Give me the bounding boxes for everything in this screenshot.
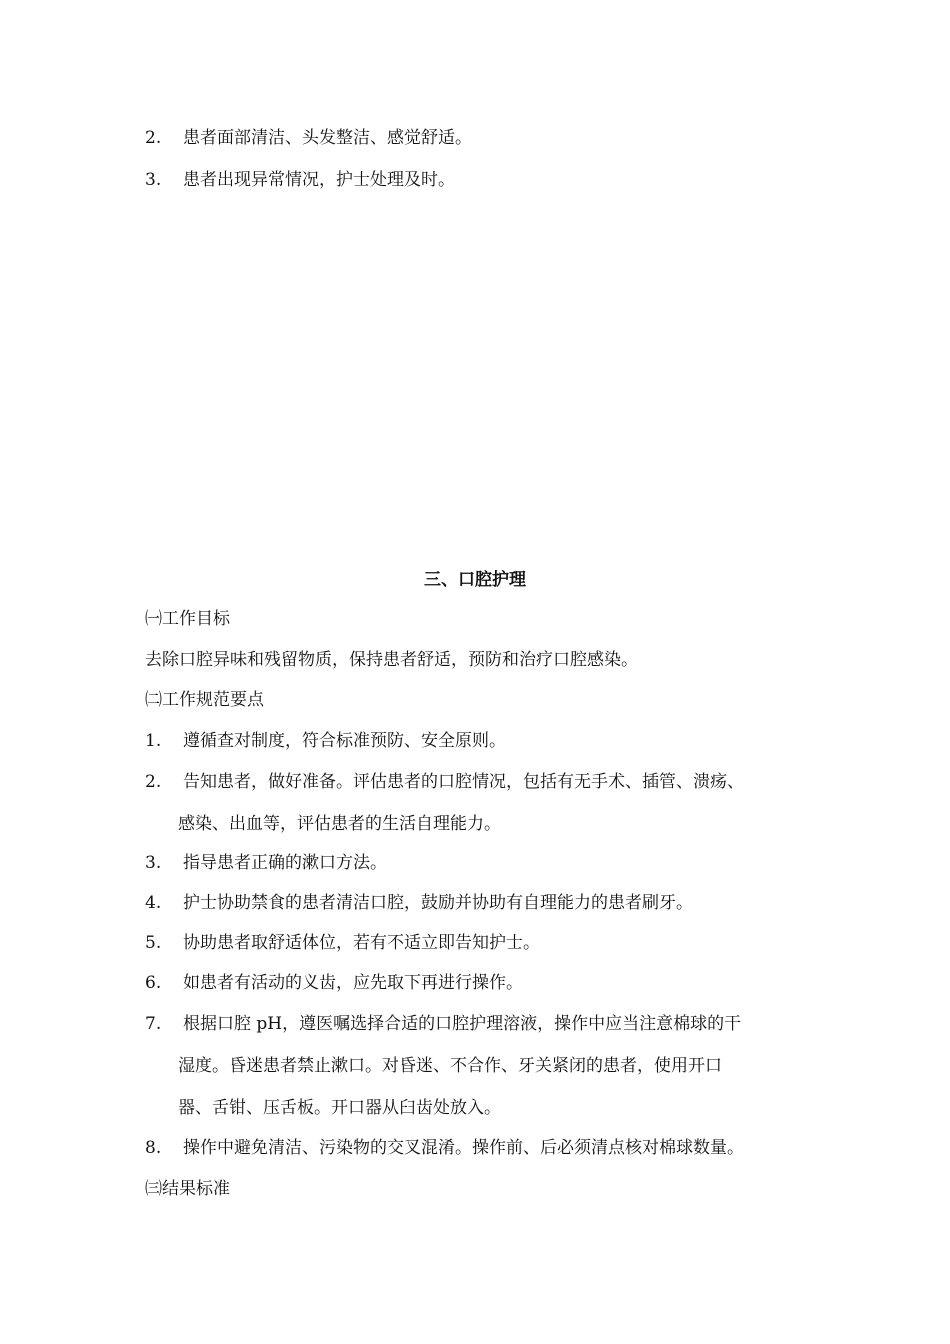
- result-heading: ㈢结果标准: [145, 1179, 230, 1199]
- item-text: 指导患者正确的漱口方法。: [183, 853, 387, 873]
- item-text: 护士协助禁食的患者清洁口腔，鼓励并协助有自理能力的患者刷牙。: [183, 893, 693, 913]
- item-text: 告知患者，做好准备。评估患者的口腔情况，包括有无手术、插管、溃疡、: [183, 772, 744, 792]
- item-text: 遵循查对制度，符合标准预防、安全原则。: [183, 731, 506, 751]
- item-text: 湿度。昏迷患者禁止漱口。对昏迷、不合作、牙关紧闭的患者，使用开口: [178, 1056, 722, 1076]
- goal-text: 去除口腔异味和残留物质，保持患者舒适，预防和治疗口腔感染。: [145, 650, 638, 670]
- section-title: 三、口腔护理: [424, 570, 526, 590]
- item-text: 如患者有活动的义齿，应先取下再进行操作。: [183, 973, 523, 993]
- item-number: 4.: [145, 893, 162, 913]
- goal-heading: ㈠工作目标: [145, 609, 230, 629]
- item-text: 患者面部清洁、头发整洁、感觉舒适。: [183, 128, 472, 148]
- item-number: 7.: [145, 1014, 162, 1034]
- item-number: 8.: [145, 1138, 162, 1158]
- item-number: 2.: [145, 128, 162, 148]
- item-number: 6.: [145, 973, 162, 993]
- item-text: 感染、出血等，评估患者的生活自理能力。: [178, 814, 501, 834]
- item-text: 根据口腔 pH，遵医嘱选择合适的口腔护理溶液，操作中应当注意棉球的干: [183, 1014, 742, 1034]
- spec-heading: ㈡工作规范要点: [145, 690, 264, 710]
- item-text: 器、舌钳、压舌板。开口器从臼齿处放入。: [178, 1098, 501, 1118]
- item-number: 3.: [145, 853, 162, 873]
- item-text: 协助患者取舒适体位，若有不适立即告知护士。: [183, 933, 540, 953]
- item-text: 患者出现异常情况，护士处理及时。: [183, 170, 455, 190]
- item-number: 3.: [145, 170, 162, 190]
- item-number: 5.: [145, 933, 162, 953]
- item-number: 2.: [145, 772, 162, 792]
- item-text: 操作中避免清洁、污染物的交叉混淆。操作前、后必须清点核对棉球数量。: [183, 1138, 744, 1158]
- item-number: 1.: [145, 731, 162, 751]
